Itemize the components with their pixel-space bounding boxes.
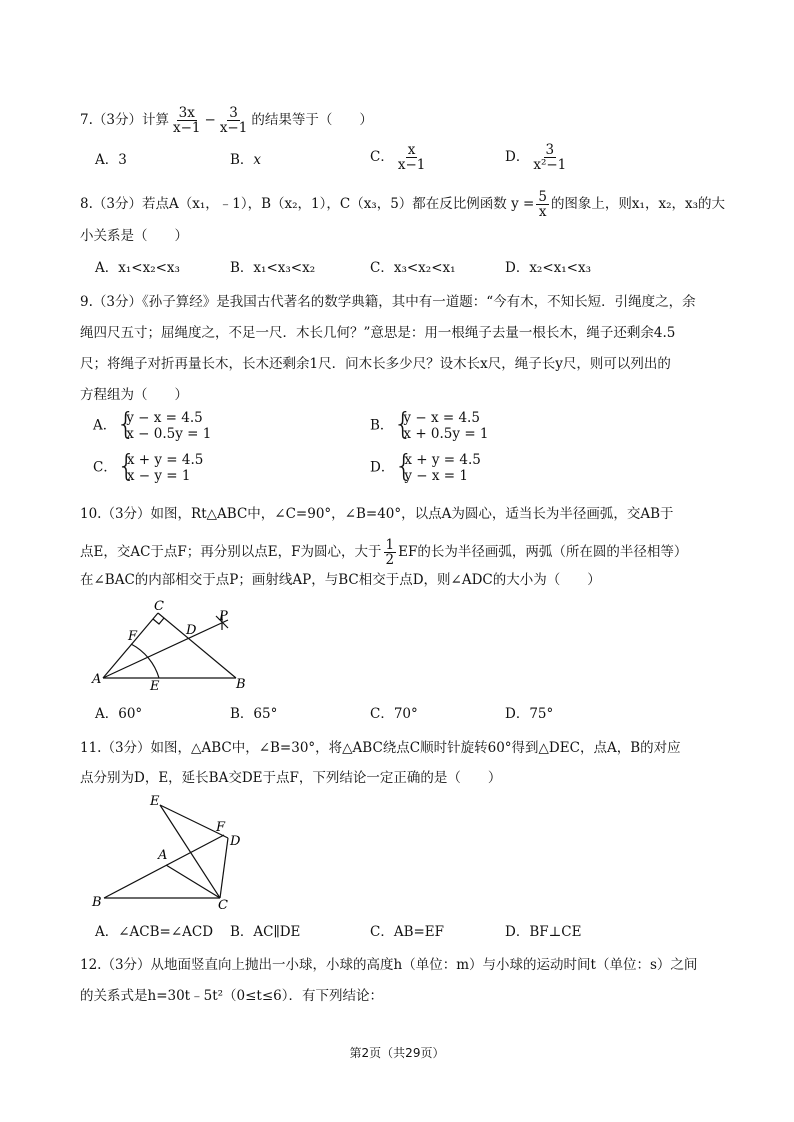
q11-label-c: C [218,898,228,913]
q10-right-angle-mark [153,618,164,624]
q7-option-d[interactable] [505,143,570,172]
q10-fraction [384,538,397,567]
q8-line1-text: 8.（3分）若点A（x₁，﹣1），B（x₂，1），C（x₃，5）都在反比例函数 y = [80,196,535,212]
q9-option-c[interactable] [93,449,204,484]
q10-f-den: 2 [385,552,395,568]
q7-f1-num: 3x [178,105,195,121]
q7-option-b[interactable] [230,150,261,170]
q9-b-brace: { [393,407,413,442]
q9-a-label: A． [93,417,117,434]
question-10-line-2 [80,538,687,567]
q10-line2-post: EF的长为半径画弧，两弧（所在圆的半径相等） [398,544,688,560]
q11-option-c[interactable]: C．AB=EF [370,924,445,940]
question-8-line-1 [80,190,725,219]
q7-option-a[interactable]: A．3 [95,152,127,168]
q8-option-b[interactable]: B．x₁<x₃<x₂ [230,260,316,276]
q11-segment-bf [104,835,224,898]
q7-prefix: 7.（3分）计算 [80,112,169,128]
q9-b-row1: y − x = 4.5 [403,410,480,426]
question-10-line-1: 10.（3分）如图，Rt△ABC中，∠C=90°，∠B=40°，以点A为圆心，适当长为半径画弧，交AB于 [80,506,674,522]
question-10-line-3: 在∠BAC的内部相交于点P；画射线AP，与BC相交于点D，则∠ADC的大小为（ ） [80,572,601,588]
q9-b-system [393,407,489,442]
q9-d-row1: x + y = 4.5 [404,452,481,468]
question-8-line-2: 小关系是（ ） [80,228,188,244]
q10-arc [131,644,159,678]
q7-c-label: C． [370,149,394,165]
q10-label-e: E [150,679,160,693]
q8-fraction [536,190,549,219]
q9-option-d[interactable] [370,449,481,484]
q11-figure [88,793,248,913]
q8-f-den: x [538,204,547,220]
q7-suffix: 的结果等于（ ） [251,112,373,128]
q9-option-a[interactable] [93,407,212,442]
q7-d-num: 3 [545,142,555,158]
q7-option-c[interactable] [370,143,429,172]
q10-label-p: P [219,609,228,624]
q9-d-label: D． [370,459,395,476]
q9-c-label: C． [93,459,117,476]
q9-d-system [394,449,481,484]
q7-minus: − [204,112,216,128]
q7-c-fraction [396,143,428,172]
q9-option-b[interactable] [370,407,489,442]
q7-c-den: x−1 [397,157,426,173]
page-footer: 第2页（共29页） [349,1046,445,1060]
question-11-line-1: 11.（3分）如图，△ABC中，∠B=30°，将△ABC绕点C顺时针旋转60°得到△DEC，点A，B的对应 [80,740,681,756]
q10-option-c[interactable]: C．70° [370,706,418,722]
q10-segment-ac [103,613,158,678]
q11-option-b[interactable]: B．AC∥DE [230,924,301,940]
q10-label-b: B [236,677,246,692]
question-12-line-1: 12.（3分）从地面竖直向上抛出一小球，小球的高度h（单位：m）与小球的运动时间t（单位：s）之间 [80,957,698,973]
question-9-line-3: 尺；将绳子对折再量长木，长木还剩余1尺．问木长多少尺？设木长x尺，绳子长y尺，则可以列出的 [80,356,671,372]
q11-option-a[interactable]: A．∠ACB=∠ACD [95,924,214,940]
q11-segment-ac [166,865,220,898]
q9-a-row2: x − 0.5y = 1 [126,426,212,442]
q9-c-system [116,449,204,484]
q7-d-label: D． [505,149,530,165]
q9-c-row2: x − y = 1 [126,468,191,484]
q10-label-d: D [186,623,197,638]
q9-a-brace: { [116,407,136,442]
question-11-line-2: 点分别为D，E，延长BA交DE于点F，下列结论一定正确的是（ ） [80,770,502,786]
q9-b-row2: x + 0.5y = 1 [403,426,489,442]
q10-label-a: A [92,672,102,687]
q9-d-brace: { [394,449,414,484]
q8-option-c[interactable]: C．x₃<x₂<x₁ [370,260,456,276]
q9-a-row1: y − x = 4.5 [126,410,203,426]
q7-d-den: x²−1 [533,157,567,173]
q8-option-a[interactable]: A．x₁<x₂<x₃ [95,260,180,276]
question-7 [80,106,373,135]
q7-c-num: x [407,142,416,158]
q8-f-num: 5 [538,189,547,205]
q11-option-d[interactable]: D．BF⊥CE [505,924,582,940]
q7-f2-den: x−1 [219,120,248,136]
q9-b-label: B． [370,417,394,434]
question-9-line-4: 方程组为（ ） [80,387,188,403]
q10-label-c: C [154,599,164,614]
q7-f1-den: x−1 [172,120,201,136]
q10-option-b[interactable]: B．65° [230,706,278,722]
q10-label-f: F [128,629,138,644]
q9-d-row2: y − x = 1 [404,468,468,484]
q10-figure [88,598,258,693]
q7-fraction-2 [218,106,250,135]
q11-label-e: E [150,794,160,809]
q11-label-a: A [158,848,168,863]
q9-c-brace: { [116,449,136,484]
q10-line2-pre: 点E，交AC于点F；再分别以点E，F为圆心，大于 [80,544,382,560]
q9-a-system [116,407,212,442]
q10-option-d[interactable]: D．75° [505,706,554,722]
q7-f2-num: 3 [229,105,238,121]
q7-d-fraction [531,143,568,172]
question-12-line-2: 的关系式是h=30t﹣5t²（0≤t≤6）．有下列结论： [80,988,384,1004]
question-9-line-1: 9.（3分）《孙子算经》是我国古代著名的数学典籍，其中有一道题：“今有木，不知长短．引绳度之，余 [80,294,696,310]
q7-fraction-1 [171,106,203,135]
q8-option-d[interactable]: D．x₂<x₁<x₃ [505,260,592,276]
q7-b-label: B． [230,152,254,168]
q11-label-d: D [230,834,241,849]
q10-ray-ap [103,620,228,678]
question-9-line-2: 绳四尺五寸；屈绳度之，不足一尺．木长几何？”意思是：用一根绳子去量一根长木，绳子还剩余4.5 [80,325,676,341]
q11-segment-dc [220,838,228,898]
q10-f-num: 1 [385,537,395,553]
q11-label-f: F [216,820,226,835]
q9-c-row1: x + y = 4.5 [126,452,204,468]
q8-line1-end: 的图象上，则x₁，x₂，x₃的大 [550,196,726,212]
q7-b-value: x [253,152,262,168]
q10-option-a[interactable]: A．60° [95,706,143,722]
q11-label-b: B [92,895,102,910]
